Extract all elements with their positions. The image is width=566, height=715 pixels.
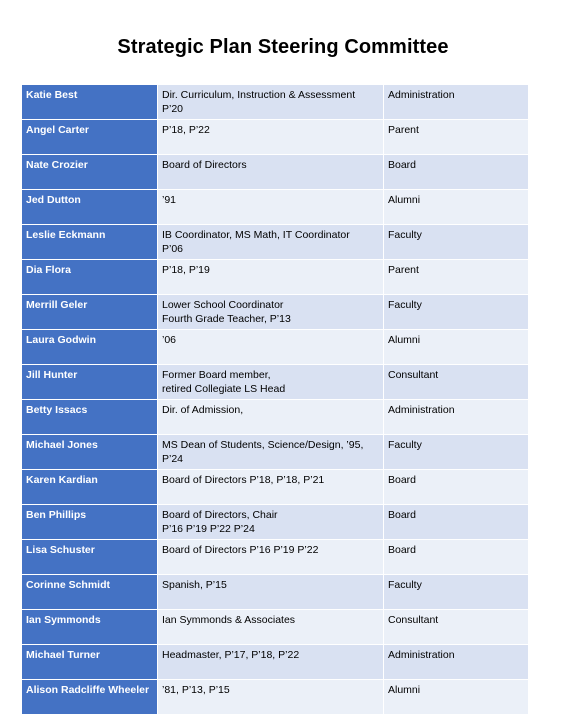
member-name: Nate Crozier (22, 155, 158, 190)
member-role-line: ’06 (162, 334, 177, 346)
table-row (22, 85, 529, 120)
member-role-line: Board of Directors P’18, P’18, P’21 (162, 474, 325, 486)
member-name: Katie Best (22, 85, 158, 120)
member-name: Corinne Schmidt (22, 575, 158, 610)
member-role (158, 260, 384, 295)
member-role (158, 400, 384, 435)
member-group: Faculty (384, 575, 529, 610)
member-name: Karen Kardian (22, 470, 158, 505)
member-role-line: ’91 (162, 194, 177, 206)
table-row (22, 260, 529, 295)
member-role-line: Former Board member, (162, 369, 271, 381)
member-role-line: Board of Directors P’16 P’19 P’22 (162, 544, 319, 556)
page-title: Strategic Plan Steering Committee (117, 36, 449, 58)
member-role (158, 155, 384, 190)
member-role-line: Fourth Grade Teacher, P’13 (162, 313, 291, 325)
member-role-line: Board of Directors (162, 159, 247, 171)
member-group: Board (384, 470, 529, 505)
committee-table (21, 84, 529, 715)
table-row (22, 225, 529, 260)
member-role (158, 225, 384, 260)
member-name: Merrill Geler (22, 295, 158, 330)
member-name: Ben Phillips (22, 505, 158, 540)
member-group: Administration (384, 400, 529, 435)
member-role-line: P’24 (162, 453, 184, 465)
member-group: Parent (384, 120, 529, 155)
member-role (158, 540, 384, 575)
member-group: Parent (384, 260, 529, 295)
member-role (158, 680, 384, 715)
member-role-line: Dir. of Admission, (162, 404, 244, 416)
table-row (22, 610, 529, 645)
table-row (22, 120, 529, 155)
member-name: Laura Godwin (22, 330, 158, 365)
member-name: Jed Dutton (22, 190, 158, 225)
member-group: Consultant (384, 365, 529, 400)
member-role-line: P’18, P’19 (162, 264, 210, 276)
table-row (22, 365, 529, 400)
member-role (158, 85, 384, 120)
member-role-line: ’81, P’13, P’15 (162, 684, 230, 696)
member-role-line: IB Coordinator, MS Math, IT Coordinator (162, 229, 350, 241)
member-role-line: Dir. Curriculum, Instruction & Assessment (162, 89, 356, 101)
member-name: Angel Carter (22, 120, 158, 155)
member-role (158, 435, 384, 470)
table-row (22, 680, 529, 715)
member-role (158, 190, 384, 225)
member-name: Betty Issacs (22, 400, 158, 435)
member-role-line: Headmaster, P’17, P’18, P’22 (162, 649, 300, 661)
table-row (22, 470, 529, 505)
member-role (158, 575, 384, 610)
member-group: Faculty (384, 295, 529, 330)
member-role (158, 610, 384, 645)
table-row (22, 540, 529, 575)
table-row (22, 190, 529, 225)
member-role-line: P’20 (162, 103, 184, 115)
member-name: Jill Hunter (22, 365, 158, 400)
table-row (22, 400, 529, 435)
member-role (158, 505, 384, 540)
member-role (158, 330, 384, 365)
member-role-line: Lower School Coordinator (162, 299, 284, 311)
table-row (22, 505, 529, 540)
committee-table-body (22, 85, 529, 715)
member-group: Faculty (384, 225, 529, 260)
member-name: Ian Symmonds (22, 610, 158, 645)
member-role-line: Ian Symmonds & Associates (162, 614, 296, 626)
table-row (22, 330, 529, 365)
member-role-line: Spanish, P’15 (162, 579, 227, 591)
member-role-line: retired Collegiate LS Head (162, 383, 286, 395)
table-row (22, 575, 529, 610)
member-group: Alumni (384, 190, 529, 225)
member-group: Administration (384, 645, 529, 680)
member-group: Board (384, 505, 529, 540)
member-name: Alison Radcliffe Wheeler (22, 680, 158, 715)
member-name: Michael Jones (22, 435, 158, 470)
member-group: Faculty (384, 435, 529, 470)
member-role (158, 120, 384, 155)
member-group: Alumni (384, 330, 529, 365)
member-name: Leslie Eckmann (22, 225, 158, 260)
member-name: Lisa Schuster (22, 540, 158, 575)
table-row (22, 155, 529, 190)
member-group: Consultant (384, 610, 529, 645)
member-name: Michael Turner (22, 645, 158, 680)
member-group: Board (384, 155, 529, 190)
member-role-line: Board of Directors, Chair (162, 509, 278, 521)
member-role-line: P’16 P’19 P’22 P’24 (162, 523, 255, 535)
table-row (22, 435, 529, 470)
table-row (22, 645, 529, 680)
member-role-line: MS Dean of Students, Science/Design, ’95, (162, 439, 364, 451)
member-role (158, 470, 384, 505)
member-role (158, 645, 384, 680)
table-row (22, 295, 529, 330)
member-role-line: P’06 (162, 243, 184, 255)
member-role-line: P’18, P’22 (162, 124, 210, 136)
member-role (158, 295, 384, 330)
member-name: Dia Flora (22, 260, 158, 295)
member-group: Board (384, 540, 529, 575)
member-role (158, 365, 384, 400)
member-group: Administration (384, 85, 529, 120)
member-group: Alumni (384, 680, 529, 715)
